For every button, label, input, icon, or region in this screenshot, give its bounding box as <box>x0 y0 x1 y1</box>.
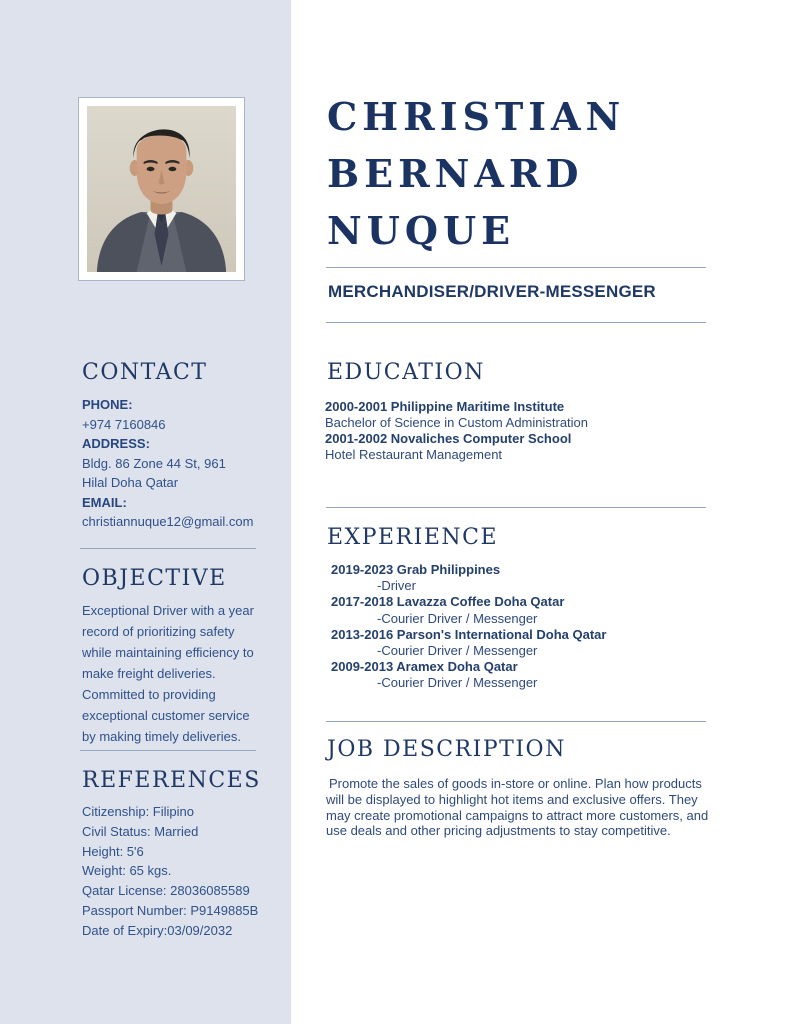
email-label: EMAIL: <box>82 494 127 510</box>
divider-above-job-description <box>326 721 706 722</box>
contact-heading: CONTACT <box>82 360 208 385</box>
portrait-photo <box>78 97 245 281</box>
education-heading: EDUCATION <box>327 360 485 385</box>
passport-number-line: Passport Number: P9149885B <box>82 902 259 918</box>
divider-above-experience <box>326 507 706 508</box>
address-label: ADDRESS: <box>82 436 150 451</box>
email-value: christiannuque12@gmail.com <box>82 514 254 529</box>
divider-above-objective <box>80 548 256 549</box>
experience-entry-detail: -Courier Driver / Messenger <box>377 643 538 659</box>
job-description-text: Promote the sales of goods in-store or online. Plan how products will be displayed to highlight hot items and exclusive offers. They may create promotional campaigns to attract more customers, and use deals and other pricing adjustments to stay competitive. <box>326 776 709 839</box>
experience-entry-title: 2017-2018 Lavazza Coffee Doha Qatar <box>331 594 565 610</box>
name-line-2: BERNARD <box>327 151 584 196</box>
portrait-illustration <box>87 106 236 272</box>
height-line: Height: 5'6 <box>82 843 144 859</box>
phone-value: +974 7160846 <box>82 416 166 432</box>
person-name <box>327 88 747 259</box>
references-details <box>82 802 277 941</box>
divider-above-references <box>80 750 256 751</box>
education-entry-title: 2000-2001 Philippine Maritime Institute <box>325 399 565 414</box>
divider-above-title <box>326 267 706 268</box>
qatar-license-line: Qatar License: 28036085589 <box>82 883 250 899</box>
education-entry-title: 2001-2002 Novaliches Computer School <box>325 431 572 446</box>
education-entries <box>325 399 715 463</box>
experience-entry-detail: -Courier Driver / Messenger <box>377 610 538 626</box>
experience-heading: EXPERIENCE <box>327 525 499 550</box>
education-entry-detail: Hotel Restaurant Management <box>325 447 503 462</box>
experience-entries <box>325 562 715 692</box>
contact-details <box>82 395 272 532</box>
address-line-2: Hilal Doha Qatar <box>82 475 179 490</box>
job-description-heading: JOB DESCRIPTION <box>327 737 566 762</box>
objective-text: Exceptional Driver with a year record of prioritizing safety while maintaining efficiency to make freight deliveries. Committed to providing exceptional customer service by making timely deliveries. <box>82 603 254 744</box>
education-entry-detail: Bachelor of Science in Custom Administration <box>325 415 589 430</box>
expiry-date-line: Date of Expiry:03/09/2032 <box>82 922 233 938</box>
citizenship-line: Citizenship: Filipino <box>82 804 194 819</box>
experience-entry-title: 2009-2013 Aramex Doha Qatar <box>331 659 518 675</box>
references-heading: REFERENCES <box>82 768 261 793</box>
address-line-1: Bldg. 86 Zone 44 St, 961 <box>82 455 226 471</box>
name-line-1: CHRISTIAN <box>327 94 626 139</box>
divider-below-title <box>326 322 706 323</box>
objective-heading: OBJECTIVE <box>82 566 227 591</box>
experience-entry-detail: -Driver <box>377 578 416 594</box>
experience-entry-detail: -Courier Driver / Messenger <box>377 675 538 691</box>
professional-title: MERCHANDISER/DRIVER-MESSENGER <box>328 282 656 301</box>
civil-status-line: Civil Status: Married <box>82 823 199 839</box>
phone-label: PHONE: <box>82 397 133 412</box>
experience-entry-title: 2013-2016 Parson's International Doha Qatar <box>331 626 607 642</box>
weight-line: Weight: 65 kgs. <box>82 863 172 879</box>
experience-entry-title: 2019-2023 Grab Philippines <box>331 562 501 577</box>
name-line-3: NUQUE <box>327 208 516 253</box>
